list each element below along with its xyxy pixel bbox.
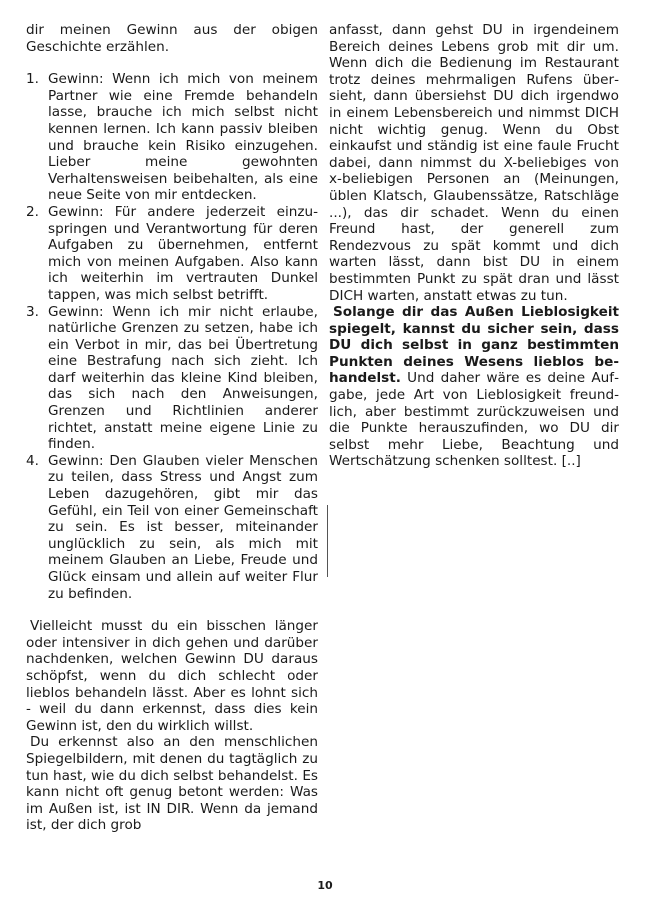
intro-paragraph: dir meinen Gewinn aus der obigen Geschichte erzählen. (26, 22, 318, 55)
body-paragraph: anfasst, dann gehst DU in irgendeinem Bereich deines Lebens grob mit dir um. Wenn dich die Bedienung im Restaurant trotz deines mehrmaligen Rufens übersieht, dann übersiehst DU dich irgendwo in einem Lebensbereich und nimmst DICH nicht wichtig genug. Wenn du Obst einkaufst und ständig ist eine faule Frucht dabei, dann nimmst du X-beliebiges von x-beliebigen Personen an (Meinungen, üblen Klatsch, Glaubenssätze, Ratschläge ...), das dir schadet. Wenn du einen Freund hast, der generell zum Rendezvous zu spät kommt und dich warten lässt, dann bist DU in einem bestimmten Punkt zu spät dran und lässt DICH warten, anstatt etwas zu tun. (329, 22, 619, 304)
list-text: Gewinn: Den Glauben vieler Menschen zu teilen, dass Stress und Angst zum Leben dazugehören, gibt mir das Gefühl, ein Teil von einer Gemeinschaft zu sein. Es ist besser, miteinander unglücklich zu sein, als mich mit meinem Glauben an Liebe, Freude und Glück einsam und allein auf weiter Flur zu befinden. (48, 452, 318, 602)
list-number: 3. (26, 303, 39, 320)
list-number: 4. (26, 452, 39, 469)
list-text: Gewinn: Für andere jederzeit einzuspringen und Verantwortung für deren Aufgaben zu übernehmen, entfernt mich von meinen Aufgaben. Also kann ich weiterhin im vertrauten Dunkel tappen, was mich selbst betrifft. (48, 203, 318, 303)
list-item (26, 204, 318, 304)
body-paragraph: Du erkennst also an den menschlichen Spiegelbildern, mit denen du tagtäglich zu tun hast, wie du dich selbst behandelst. Es kann nicht oft genug betont werden: Was im Außen ist, ist IN DIR. Wenn da jemand ist, der dich grob (26, 734, 318, 834)
bold-statement: Solange dir das Außen Lieblosigkeit spiegelt, kannst du sicher sein, dass DU dich selbst in ganz bestimmten Punkten deines Wesens lieblos behandelst. (329, 304, 619, 387)
gain-list (26, 71, 318, 602)
body-paragraph: Vielleicht musst du ein bisschen länger oder intensiver in dich gehen und darüber nachdenken, welchen Gewinn DU daraus schöpfst, wenn du dich schlecht oder lieblos behandeln lässt. Aber es lohnt sich - weil du dann erkennst, dass dies kein Gewinn ist, den du wirklich willst. (26, 618, 318, 734)
right-column (329, 22, 619, 470)
column-divider (327, 505, 328, 577)
list-item (26, 71, 318, 204)
list-number: 1. (26, 71, 39, 88)
list-text: Gewinn: Wenn ich mich von meinem Partner wie eine Fremde behandeln lasse, brauche ich mich selbst nicht kennen lernen. Ich kann passiv bleiben und brauche kein Risiko einzugehen. Lieber meine gewohnten Verhaltensweisen beibehalten, als eine neue Seite von mir entdecken. (48, 71, 318, 204)
list-item (26, 304, 318, 453)
list-item (26, 453, 318, 602)
paragraph-text: Und daher wäre es deine Aufgabe, jede Art von Lieblosigkeit freundlich, aber bestimmt zurückzuweisen und die Punkte herauszufinden, wo DU dir selbst mehr Liebe, Beachtung und Wertschätzung schenken solltest. [..] (329, 370, 619, 470)
list-text: Gewinn: Wenn ich mir nicht erlaube, natürliche Grenzen zu setzen, habe ich ein Verbot in mir, das bei Übertretung eine Bestrafung nach sich zieht. Ich darf weiterhin das kleine Kind bleiben, das sich nach den Anweisungen, Grenzen und Richtlinien anderer richtet, anstatt meine eigene Linie zu finden. (48, 303, 318, 453)
list-number: 2. (26, 203, 39, 220)
page-number: 10 (317, 879, 333, 892)
body-paragraph (329, 304, 619, 470)
left-column (26, 22, 318, 834)
